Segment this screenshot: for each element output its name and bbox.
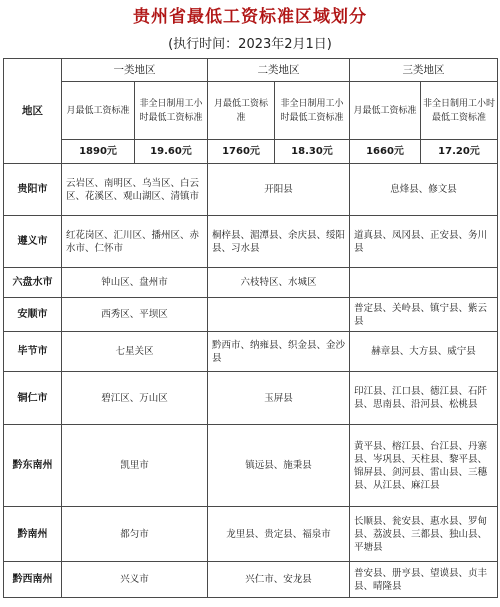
category-1-areas: 都匀市	[62, 507, 208, 562]
table-row	[4, 164, 498, 216]
monthly-wage-2: 1760元	[208, 140, 275, 164]
table-row	[4, 507, 498, 562]
category-2-areas	[208, 298, 350, 332]
region-name: 六盘水市	[4, 268, 62, 298]
region-name: 黔东南州	[4, 425, 62, 507]
region-name: 遵义市	[4, 216, 62, 268]
monthly-wage-3: 1660元	[350, 140, 421, 164]
hourly-header-1: 非全日制用工小时最低工资标准	[135, 82, 208, 140]
table-row	[4, 268, 498, 298]
region-name: 黔南州	[4, 507, 62, 562]
monthly-wage-1: 1890元	[62, 140, 135, 164]
region-name: 毕节市	[4, 332, 62, 372]
category-1-header: 一类地区	[62, 59, 208, 82]
region-name: 贵阳市	[4, 164, 62, 216]
category-3-areas: 息烽县、修文县	[350, 164, 498, 216]
category-3-areas: 黄平县、榕江县、台江县、丹寨县、岑巩县、天柱县、黎平县、锦屏县、剑河县、雷山县、三穗县、从江县、麻江县	[350, 425, 498, 507]
region-name: 安顺市	[4, 298, 62, 332]
category-3-areas: 普安县、册亨县、望谟县、贞丰县、晴隆县	[350, 562, 498, 598]
category-1-areas: 七星关区	[62, 332, 208, 372]
region-name: 铜仁市	[4, 372, 62, 425]
table-row	[4, 562, 498, 598]
table-row	[4, 298, 498, 332]
region-header: 地区	[4, 59, 62, 164]
category-1-areas: 红花岗区、汇川区、播州区、赤水市、仁怀市	[62, 216, 208, 268]
column-header-row	[4, 82, 498, 140]
category-1-areas: 云岩区、南明区、乌当区、白云区、花溪区、观山湖区、清镇市	[62, 164, 208, 216]
category-2-areas: 桐梓县、湄潭县、余庆县、绥阳县、习水县	[208, 216, 350, 268]
category-1-areas: 碧江区、万山区	[62, 372, 208, 425]
monthly-header-3: 月最低工资标准	[350, 82, 421, 140]
category-2-areas: 玉屏县	[208, 372, 350, 425]
category-1-areas: 兴义市	[62, 562, 208, 598]
category-2-areas: 兴仁市、安龙县	[208, 562, 350, 598]
effective-date: (执行时间：2023年2月1日)	[168, 37, 332, 52]
table-row	[4, 372, 498, 425]
page-title: 贵州省最低工资标准区域划分	[133, 7, 367, 27]
category-2-header: 二类地区	[208, 59, 350, 82]
wage-row	[4, 140, 498, 164]
hourly-header-3: 非全日制用工小时最低工资标准	[421, 82, 498, 140]
category-2-areas: 六枝特区、水城区	[208, 268, 350, 298]
category-3-areas: 赫章县、大方县、威宁县	[350, 332, 498, 372]
category-2-areas: 龙里县、贵定县、福泉市	[208, 507, 350, 562]
hourly-header-2: 非全日制用工小时最低工资标准	[275, 82, 350, 140]
category-1-areas: 西秀区、平坝区	[62, 298, 208, 332]
category-3-areas: 印江县、江口县、德江县、石阡县、思南县、沿河县、松桃县	[350, 372, 498, 425]
category-3-header: 三类地区	[350, 59, 498, 82]
table-row	[4, 332, 498, 372]
category-2-areas: 黔西市、纳雍县、织金县、金沙县	[208, 332, 350, 372]
category-3-areas: 道真县、凤冈县、正安县、务川县	[350, 216, 498, 268]
region-name: 黔西南州	[4, 562, 62, 598]
table-row	[4, 216, 498, 268]
monthly-header-2: 月最低工资标准	[208, 82, 275, 140]
hourly-wage-3: 17.20元	[421, 140, 498, 164]
category-1-areas: 凯里市	[62, 425, 208, 507]
hourly-wage-1: 19.60元	[135, 140, 208, 164]
category-3-areas: 普定县、关岭县、镇宁县、紫云县	[350, 298, 498, 332]
category-3-areas: 长顺县、瓮安县、惠水县、罗甸县、荔波县、三都县、独山县、平塘县	[350, 507, 498, 562]
wage-table	[3, 58, 498, 598]
category-2-areas: 镇远县、施秉县	[208, 425, 350, 507]
monthly-header-1: 月最低工资标准	[62, 82, 135, 140]
hourly-wage-2: 18.30元	[275, 140, 350, 164]
category-header-row	[4, 59, 498, 82]
category-2-areas: 开阳县	[208, 164, 350, 216]
table-row	[4, 425, 498, 507]
category-3-areas	[350, 268, 498, 298]
category-1-areas: 钟山区、盘州市	[62, 268, 208, 298]
